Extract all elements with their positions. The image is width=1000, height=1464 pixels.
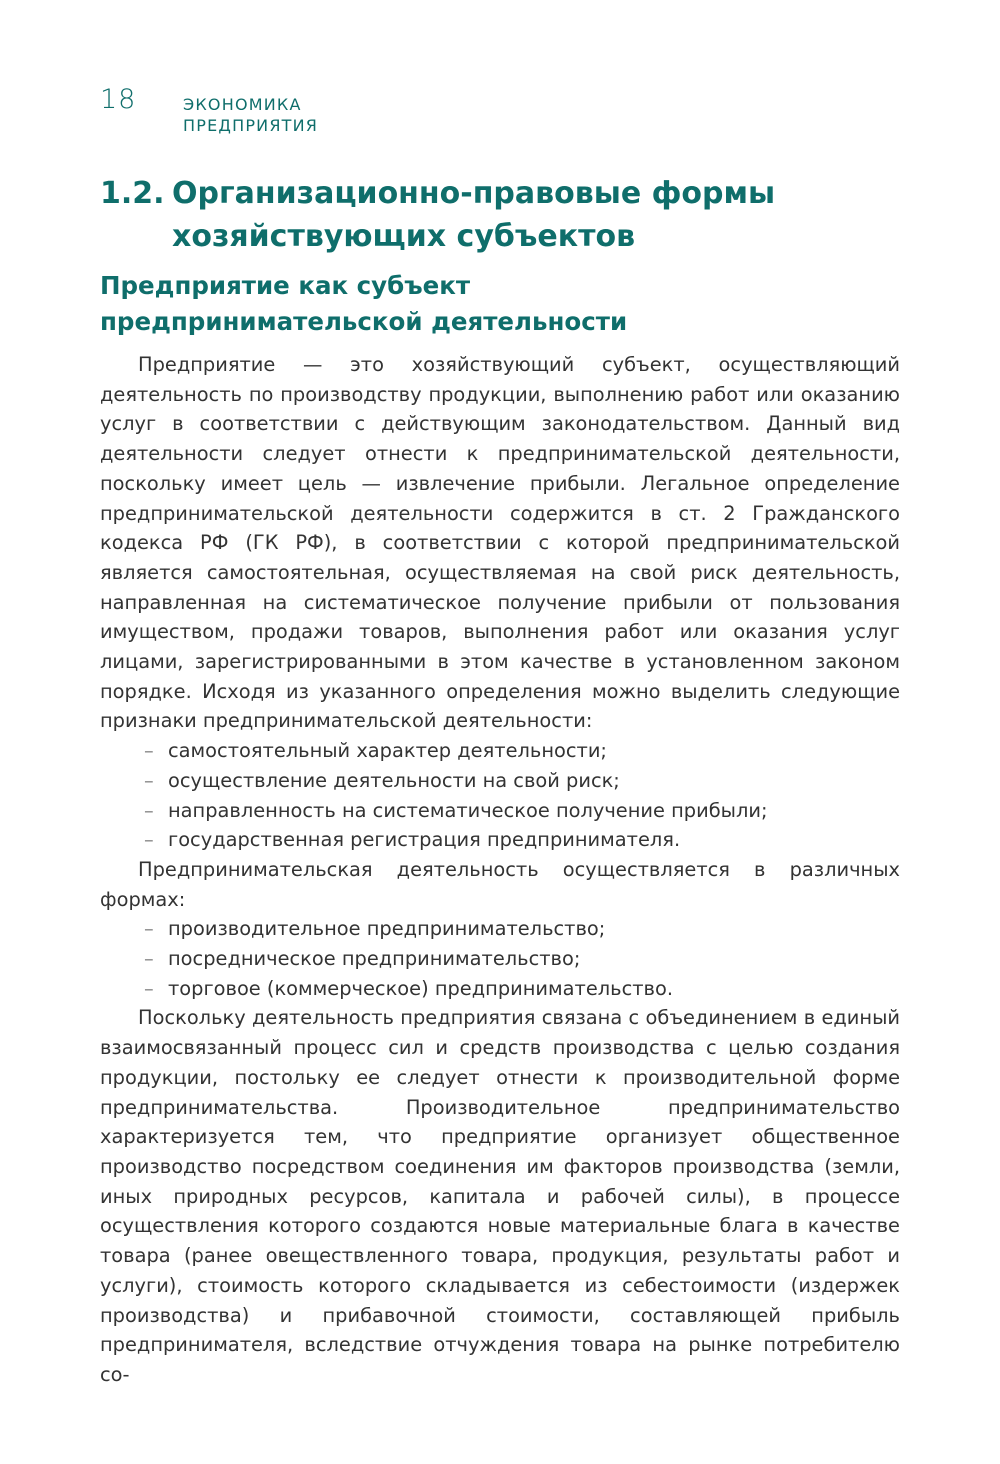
list-dash: –: [144, 768, 154, 792]
list-dash: –: [144, 917, 154, 941]
section-title-line2: хозяйствующих субъектов: [172, 219, 636, 254]
page-number: 18: [100, 84, 137, 115]
list-item: – производительное предпринимательство;: [100, 914, 900, 944]
body-text: [100, 350, 900, 1390]
subsection-title-line1: Предприятие как субъект: [100, 271, 471, 300]
section-heading: [100, 172, 920, 258]
list-dash: –: [144, 947, 154, 971]
list-dash: –: [144, 828, 154, 852]
list-item: – посредническое предпринимательство;: [100, 944, 900, 974]
list-dash: –: [144, 976, 154, 1000]
list-item: – торговое (коммерческое) предпринимательство.: [100, 974, 900, 1004]
list-item: – государственная регистрация предпринимателя.: [100, 825, 900, 855]
list-dash: –: [144, 739, 154, 763]
list-item: – самостоятельный характер деятельности;: [100, 736, 900, 766]
paragraph-3: Поскольку деятельность предприятия связана с объединением в единый взаимосвязанный процесс сил и средств производства с целью создания продукции, постольку ее следует отнести к производительной форме предпринимательства. Производительное предпринимательство характеризуется тем, что предприятие организует общественное производство посредством соединения им факторов производства (земли, иных природных ресурсов, капитала и рабочей силы), в процессе осуществления которого создаются новые материальные блага в качестве товара (ранее овеществленного товара, продукция, результаты работ и услуги), стоимость которого складывается из себестоимости (издержек производства) и прибавочной стоимости, составляющей прибыль предпринимателя, вследствие отчуждения товара на рынке потребителю со-: [100, 1006, 900, 1386]
list-forms: [100, 914, 900, 1003]
paragraph-2: Предпринимательская деятельность осуществляется в различных формах:: [100, 857, 900, 911]
list-item: – осуществление деятельности на свой риск;: [100, 766, 900, 796]
subsection-heading: [100, 268, 920, 340]
subsection-title-line2: предпринимательской деятельности: [100, 307, 628, 336]
list-signs: [100, 736, 900, 855]
list-item: – направленность на систематическое получение прибыли;: [100, 796, 900, 826]
running-title: [183, 94, 318, 136]
list-dash: –: [144, 798, 154, 822]
paragraph-1: Предприятие — это хозяйствующий субъект, осуществляющий деятельность по производству продукции, выполнению работ или оказанию услуг в соответствии с действующим законодательством. Данный вид деятельности следует отнести к предпринимательской деятельности, поскольку имеет цель — извлечение прибыли. Легальное определение предпринимательской деятельности содержится в ст. 2 Гражданского кодекса РФ (ГК РФ), в соответствии с которой предпринимательской является самостоятельная, осуществляемая на свой риск деятельность, направленная на систематическое получение прибыли от пользования имуществом, продажи товаров, выполнения работ или оказания услуг лицами, зарегистрированными в этом качестве в установленном законом порядке. Исходя из указанного определения можно выделить следующие признаки предпринимательской деятельности:: [100, 353, 900, 733]
section-number: 1.2.: [100, 176, 165, 211]
running-title-line2: ПРЕДПРИЯТИЯ: [183, 116, 319, 135]
running-title-line1: ЭКОНОМИКА: [183, 95, 302, 114]
section-title-line1: Организационно-правовые формы: [172, 176, 776, 211]
